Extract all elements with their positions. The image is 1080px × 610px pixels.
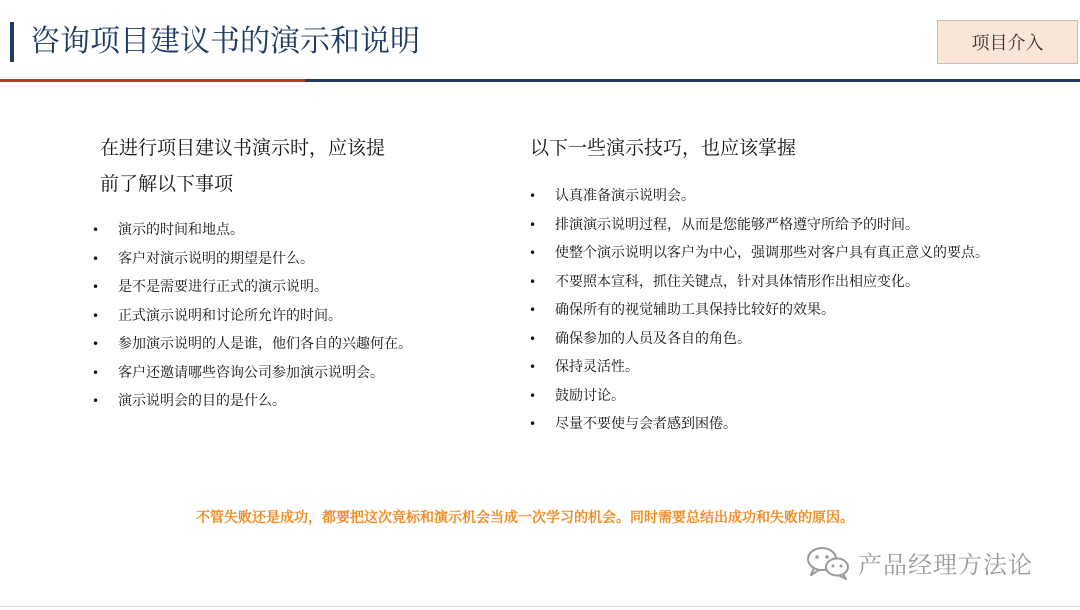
bullet-icon: •	[92, 223, 100, 237]
list-item	[88, 387, 498, 416]
bullet-icon: •	[92, 394, 100, 408]
bullet-icon: •	[92, 280, 100, 294]
wechat-icon	[806, 546, 850, 580]
list-item	[88, 245, 498, 274]
list-item-text: 鼓励讨论。	[555, 387, 625, 404]
right-heading: 以下一些演示技巧，也应该掌握	[530, 137, 797, 159]
list-item-text: 正式演示说明和讨论所允许的时间。	[118, 307, 342, 324]
list-item-text: 保持灵活性。	[555, 359, 639, 375]
list-item-text: 是不是需要进行正式的演示说明。	[118, 279, 328, 295]
watermark-text: 产品经理方法论	[858, 551, 1033, 579]
header-rule-red	[0, 79, 305, 82]
list-item-text: 尽量不要使与会者感到困倦。	[555, 416, 737, 432]
bullet-icon: •	[529, 189, 537, 203]
section-tag: 项目介入	[937, 20, 1078, 64]
list-item	[88, 216, 498, 245]
bullet-icon: •	[529, 274, 537, 289]
left-heading-line1: 在进行项目建议书演示时，应该提	[100, 137, 386, 159]
footer-note: 不管失败还是成功，都要把这次竞标和演示机会当成一次学习的机会。同时需要总结出成功和失败的原因。	[196, 510, 854, 526]
list-item	[528, 353, 1028, 382]
list-item-text: 不要照本宣科，抓住关键点，针对具体情形作出相应变化。	[555, 273, 919, 290]
list-item	[528, 239, 1028, 268]
left-heading	[100, 130, 498, 202]
bullet-icon: •	[92, 365, 100, 380]
list-item	[528, 410, 1028, 439]
list-item	[528, 268, 1028, 297]
list-item	[88, 302, 498, 331]
list-item	[528, 211, 1028, 240]
list-item	[528, 182, 1028, 211]
list-item-text: 确保所有的视觉辅助工具保持比较好的效果。	[555, 302, 835, 318]
list-item	[528, 325, 1028, 354]
bullet-icon: •	[92, 251, 100, 266]
list-item	[528, 382, 1028, 411]
bullet-icon: •	[92, 308, 100, 323]
title-accent-bar	[10, 22, 14, 62]
list-item	[528, 296, 1028, 325]
list-item	[88, 359, 498, 388]
right-column	[528, 130, 1028, 439]
bullet-icon: •	[529, 360, 537, 374]
bottom-rule	[0, 606, 1080, 607]
bullet-icon: •	[529, 331, 537, 346]
page-title: 咨询项目建议书的演示和说明	[30, 24, 420, 59]
bullet-icon: •	[529, 417, 537, 431]
bullet-icon: •	[529, 246, 537, 260]
left-column	[88, 130, 498, 416]
bullet-icon: •	[529, 388, 537, 403]
bullet-icon: •	[92, 337, 100, 351]
list-item-text: 客户对演示说明的期望是什么。	[118, 250, 314, 267]
list-item-text: 使整个演示说明以客户为中心，强调那些对客户具有真正意义的要点。	[555, 245, 989, 261]
header-rule-navy	[305, 79, 1080, 82]
list-item	[88, 273, 498, 302]
list-item-text: 认真准备演示说明会。	[555, 188, 695, 204]
list-item-text: 排演演示说明过程，从而是您能够严格遵守所给予的时间。	[555, 216, 919, 233]
list-item	[88, 330, 498, 359]
list-item-text: 确保参加的人员及各自的角色。	[555, 330, 751, 347]
bullet-icon: •	[529, 217, 537, 232]
list-item-text: 演示的时间和地点。	[118, 222, 244, 238]
left-list	[88, 216, 498, 416]
list-item-text: 演示说明会的目的是什么。	[118, 393, 286, 409]
right-list	[528, 182, 1028, 439]
bullet-icon: •	[529, 303, 537, 317]
left-heading-line2: 前了解以下事项	[100, 173, 234, 195]
list-item-text: 客户还邀请哪些咨询公司参加演示说明会。	[118, 364, 384, 381]
list-item-text: 参加演示说明的人是谁，他们各自的兴趣何在。	[118, 336, 412, 352]
watermark	[806, 545, 1033, 580]
